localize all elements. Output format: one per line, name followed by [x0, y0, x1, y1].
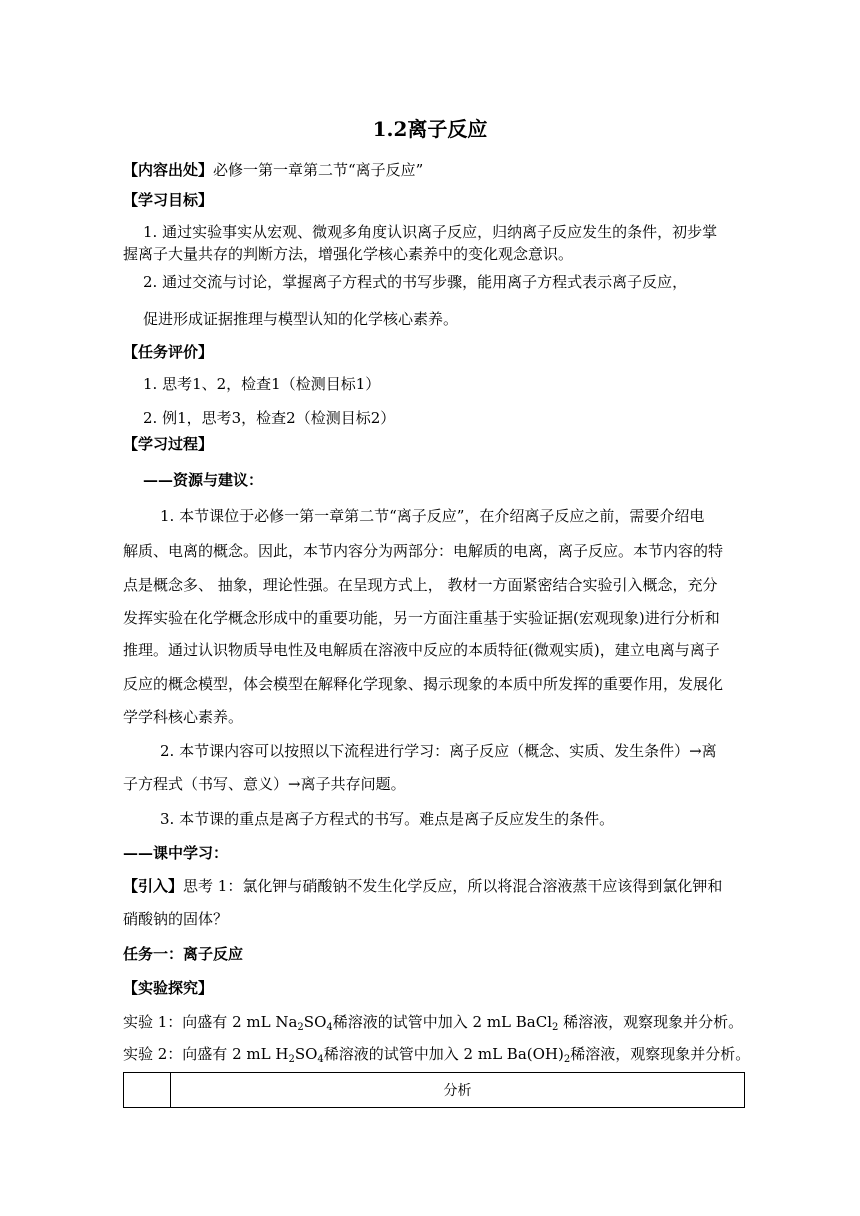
- flow-paragraph-line: 子方程式（书写、意义）→离子共存问题。: [123, 775, 406, 793]
- resources-heading: ——资源与建议：: [143, 471, 264, 489]
- analysis-table: [123, 1072, 745, 1108]
- resources-paragraph-line: 发挥实验在化学概念形成中的重要功能，另一方面注重基于实验证据(宏观现象)进行分析和: [123, 609, 720, 627]
- table-header-analysis: 分析: [171, 1073, 745, 1108]
- source-label: 【内容出处】: [123, 161, 214, 179]
- objective-line: 1. 通过实验事实从宏观、微观多角度认识离子反应，归纳离子反应发生的条件，初步掌: [143, 223, 718, 241]
- experiment-2: 实验 2：向盛有 2 mL $H_2SO_4$稀溶液的试管中加入 2 mL $Ba(OH)_2$稀溶液，观察现象并分析。: [123, 1045, 751, 1065]
- objective-line: 握离子大量共存的判断方法，增强化学核心素养中的变化观念意识。: [123, 245, 574, 263]
- evaluation-line: 1. 思考1、2，检查1（检测目标1）: [143, 375, 381, 393]
- objective-line: 2. 通过交流与讨论，掌握离子方程式的书写步骤，能用离子方程式表示离子反应，: [143, 273, 688, 291]
- flow-paragraph-line: 2. 本节课内容可以按照以下流程进行学习：离子反应（概念、实质、发生条件）→离: [160, 742, 717, 760]
- intro-text: 思考 1：氯化钾与硝酸钠不发生化学反应，所以将混合溶液蒸干应该得到氯化钾和: [183, 877, 723, 895]
- table-row: [124, 1073, 745, 1108]
- objectives-heading: 【学习目标】: [123, 191, 214, 209]
- in-class-heading: ——课中学习：: [123, 844, 229, 862]
- resources-paragraph-line: 点是概念多、 抽象，理论性强。在呈现方式上， 教材一方面紧密结合实验引入概念，充分: [123, 576, 718, 594]
- intro-line: [123, 876, 722, 896]
- resources-paragraph-line: 学学科核心素养。: [123, 708, 244, 726]
- evaluation-heading: 【任务评价】: [123, 343, 214, 361]
- intro-line-continued: 硝酸钠的固体？: [123, 910, 229, 928]
- objective-line: 促进形成证据推理与模型认知的化学核心素养。: [143, 310, 459, 328]
- key-points-line: 3. 本节课的重点是离子方程式的书写。难点是离子反应发生的条件。: [160, 810, 615, 828]
- page-title: 1.2离子反应: [372, 117, 488, 141]
- experiment-1: 实验 1：向盛有 2 mL $Na_2SO_4$稀溶液的试管中加入 2 mL BaCl$_2$ 稀溶液，观察现象并分析。: [123, 1013, 744, 1033]
- evaluation-line: 2. 例1，思考3，检查2（检测目标2）: [143, 409, 396, 427]
- source-line: [123, 160, 423, 180]
- table-cell-empty: [124, 1073, 171, 1108]
- task1-heading: 任务一：离子反应: [123, 945, 244, 963]
- source-text: 必修一第一章第二节“离子反应”: [213, 161, 424, 179]
- process-heading: 【学习过程】: [123, 435, 214, 453]
- resources-paragraph-line: 解质、电离的概念。因此，本节内容分为两部分：电解质的电离，离子反应。本节内容的特: [123, 542, 724, 560]
- experiment-heading: 【实验探究】: [123, 979, 214, 997]
- intro-label: 【引入】: [123, 877, 184, 895]
- resources-paragraph-line: 1. 本节课位于必修一第一章第二节“离子反应”，在介绍离子反应之前，需要介绍电: [160, 507, 705, 525]
- resources-paragraph-line: 反应的概念模型，体会模型在解释化学现象、揭示现象的本质中所发挥的重要作用，发展化: [123, 675, 724, 693]
- resources-paragraph-line: 推理。通过认识物质导电性及电解质在溶液中反应的本质特征(微观实质)，建立电离与离子: [123, 641, 720, 659]
